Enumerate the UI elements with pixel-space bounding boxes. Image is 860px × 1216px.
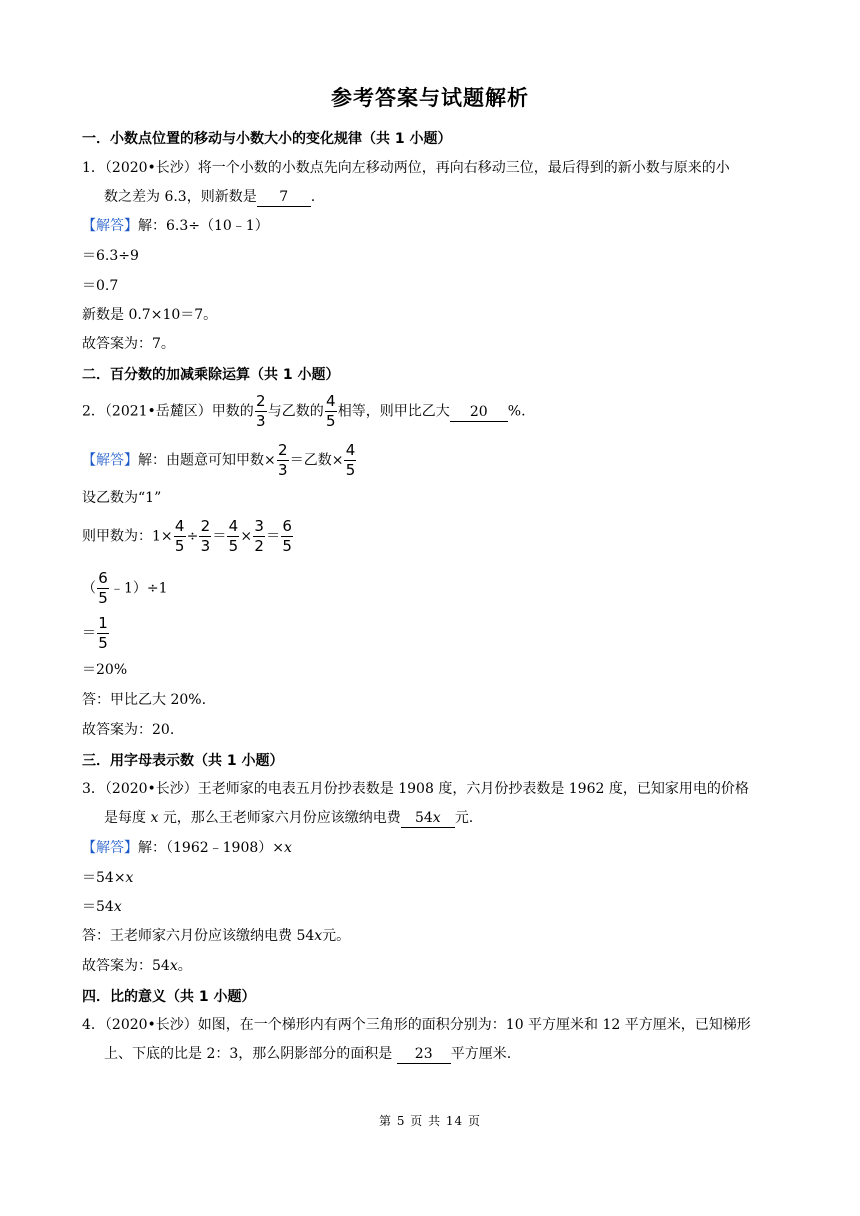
solution-2-line-3: 则甲数为：1× $\frac{4}{5}$ ÷ $\frac{2}{3}$ ＝ $\frac{4}{5}$ × $\frac{3}{2}$ ＝ $\frac{6}{5}$: [82, 517, 292, 555]
fraction-4-5: $\frac{4}{5}$: [326, 392, 336, 430]
solution-2-line-1: 【解答】解：由题意可知甲数× $\frac{2}{3}$ ＝乙数× $\frac{4}{5}$: [82, 441, 356, 479]
solution-3-line-2: ＝54×x: [82, 870, 134, 886]
solution-3-line-4: 答：王老师家六月份应该缴纳电费 54x元。: [82, 928, 351, 944]
answer-tag: 【解答】: [82, 840, 138, 856]
solution-2-line-2: 设乙数为“1”: [82, 490, 162, 506]
solution-2-line-7: 答：甲比乙大 20%.: [82, 692, 207, 708]
solution-1-line-4: 新数是 0.7×10＝7。: [82, 307, 218, 323]
section-heading-4: 四．比的意义（共 1 小题）: [82, 989, 256, 1005]
page-footer: 第 5 页 共 14 页: [379, 1114, 481, 1128]
solution-3-line-3: ＝54x: [82, 899, 122, 915]
solution-2-line-4: （ $\frac{6}{5}$ ﹣1）÷1: [82, 569, 168, 607]
solution-3-line-1: 【解答】解：（1962﹣1908）×x: [82, 840, 292, 856]
answer-tag: 【解答】: [82, 452, 138, 469]
solution-2-line-6: ＝20%: [82, 662, 128, 678]
section-heading-2: 二．百分数的加减乘除运算（共 1 小题）: [82, 367, 340, 383]
question-3-stem-line-2: 是每度 x 元，那么王老师家六月份应该缴纳电费 54x 元.: [104, 810, 474, 826]
page-title: 参考答案与试题解析: [331, 86, 529, 110]
solution-1-line-1: 【解答】解：6.3÷（10﹣1）: [82, 218, 269, 234]
question-2-stem: 2．（2021•岳麓区）甲数的 $\frac{2}{3}$ 与乙数的 $\frac{4}{5}$ 相等，则甲比乙大 20 %.: [82, 392, 526, 430]
solution-1-line-3: ＝0.7: [82, 278, 119, 294]
solution-3-line-5: 故答案为：54x。: [82, 958, 192, 974]
question-1-stem-line-1: 1．（2020•长沙）将一个小数的小数点先向左移动两位，再向右移动三位，最后得到的新小数与原来的小: [82, 160, 730, 176]
section-heading-1: 一．小数点位置的移动与小数大小的变化规律（共 1 小题）: [82, 131, 452, 147]
question-4-stem-line-1: 4．（2020•长沙）如图，在一个梯形内有两个三角形的面积分别为：10 平方厘米和 12 平方厘米，已知梯形: [82, 1017, 751, 1033]
answer-blank: 23: [397, 1045, 451, 1064]
answer-blank: 7: [257, 188, 311, 207]
answer-blank: 20: [450, 403, 508, 422]
answer-tag: 【解答】: [82, 218, 138, 234]
solution-1-line-2: ＝6.3÷9: [82, 248, 139, 264]
answer-blank: 54x: [401, 809, 455, 828]
question-1-stem-line-2: 数之差为 6.3，则新数是 7 .: [104, 189, 316, 205]
question-3-stem-line-1: 3．（2020•长沙）王老师家的电表五月份抄表数是 1908 度，六月份抄表数是 1962 度，已知家用电的价格: [82, 781, 749, 797]
question-4-stem-line-2: 上、下底的比是 2：3，那么阴影部分的面积是 23 平方厘米.: [104, 1046, 512, 1062]
solution-2-line-5: ＝ $\frac{1}{5}$: [82, 614, 108, 652]
solution-1-line-5: 故答案为：7。: [82, 336, 175, 352]
solution-2-line-8: 故答案为：20.: [82, 722, 175, 738]
section-heading-3: 三．用字母表示数（共 1 小题）: [82, 753, 284, 769]
fraction-2-3: $\frac{2}{3}$: [256, 392, 266, 430]
